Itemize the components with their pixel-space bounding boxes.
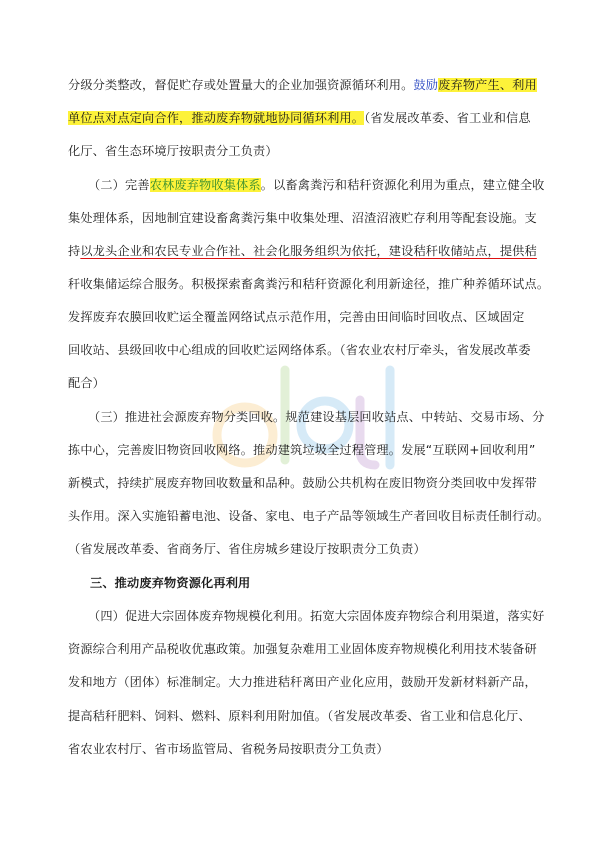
text-line	[68, 705, 538, 727]
text-segment: 化厅、省生态环境厅按职责分工负责）	[68, 144, 278, 158]
text-segment: （三）推进社会源废弃物分类回收。规范建设基层回收站点、中转站、交易市场、分	[88, 410, 545, 424]
blue-segment: 鼓励	[413, 78, 439, 92]
ul-segment: 以龙头企业和农民专业合作社、社会化服务组织为依托，建设秸秆收储站点，提供秸	[80, 244, 537, 258]
bold-segment: 三、推动废弃物资源化再利用	[90, 576, 251, 590]
text-line	[68, 107, 538, 129]
text-segment: 资源综合利用产品税收优惠政策。加强复杂难用工业固体废弃物规模化利用技术装备研	[68, 642, 537, 656]
text-line	[68, 439, 538, 461]
text-line	[68, 538, 538, 560]
hl-segment: 单位点对点定向合作，推动废弃物就地协同循环利用。	[68, 111, 365, 125]
text-segment: 发和地方（团体）标准制定。大力推进秸秆离田产业化应用，鼓励开发新材料新产品，	[68, 675, 537, 689]
text-segment: 持	[68, 244, 81, 258]
text-line	[68, 638, 538, 660]
text-segment: （四）促进大宗固体废弃物规模化利用。拓宽大宗固体废弃物综合利用渠道，落实好	[88, 609, 545, 623]
section-heading	[90, 572, 560, 594]
text-segment: 省农业农村厅、省市场监管局、省税务局按职责分工负责）	[68, 742, 389, 756]
text-segment: 分级分类整改，督促贮存或处置量大的企业加强资源循环利用。	[68, 78, 414, 92]
text-line	[68, 738, 538, 760]
text-line	[68, 372, 538, 394]
text-segment: 发挥废弃农膜回收贮运全覆盖网络试点示范作用，完善由田间临时回收点、区域固定	[68, 310, 525, 324]
text-line	[68, 240, 538, 262]
text-segment: （二）完善	[88, 178, 150, 192]
text-segment: （省发展改革委、省商务厅、省住房城乡建设厅按职责分工负责）	[68, 542, 426, 556]
text-line	[88, 174, 558, 196]
text-segment: 配合）	[68, 376, 106, 390]
text-segment: 。以畜禽粪污和秸秆资源化利用为重点，建立健全收	[260, 178, 545, 192]
text-line	[68, 472, 538, 494]
text-line	[68, 74, 538, 96]
text-line	[68, 505, 550, 527]
text-line	[68, 671, 538, 693]
hl-segment: 废弃物产生、利用	[438, 78, 537, 92]
text-line	[68, 273, 550, 295]
text-line	[88, 605, 558, 627]
text-segment: 秆收集储运综合服务。积极探索畜禽粪污和秸秆资源化利用新途径，推广种养循环试点。	[68, 277, 550, 291]
text-segment: 新模式，持续扩展废弃物回收数量和品种。鼓励公共机构在废旧物资分类回收中发挥带	[68, 476, 537, 490]
text-segment: 回收站、县级回收中心组成的回收贮运网络体系。（省农业农村厅牵头，省发展改革委	[68, 343, 531, 357]
hl-green-segment: 农林废弃物收集体系	[149, 178, 261, 192]
text-line	[88, 406, 558, 428]
text-segment: 集处理体系，因地制宜建设畜禽粪污集中收集处理、沼渣沼液贮存利用等配套设施。支	[68, 211, 537, 225]
text-line	[68, 306, 538, 328]
text-segment: （省发展改革委、省工业和信息	[364, 111, 531, 125]
text-segment: 拣中心，完善废旧物资回收网络。推动建筑垃圾全过程管理。发展“互联网+回收利用”	[68, 443, 536, 457]
text-line	[68, 339, 538, 361]
text-line	[68, 140, 538, 162]
text-segment: 提高秸秆肥料、饲料、燃料、原料利用附加值。（省发展改革委、省工业和信息化厅、	[68, 709, 531, 723]
text-segment: 头作用。深入实施铅蓄电池、设备、家电、电子产品等领域生产者回收目标责任制行动。	[68, 509, 550, 523]
text-line	[68, 207, 538, 229]
